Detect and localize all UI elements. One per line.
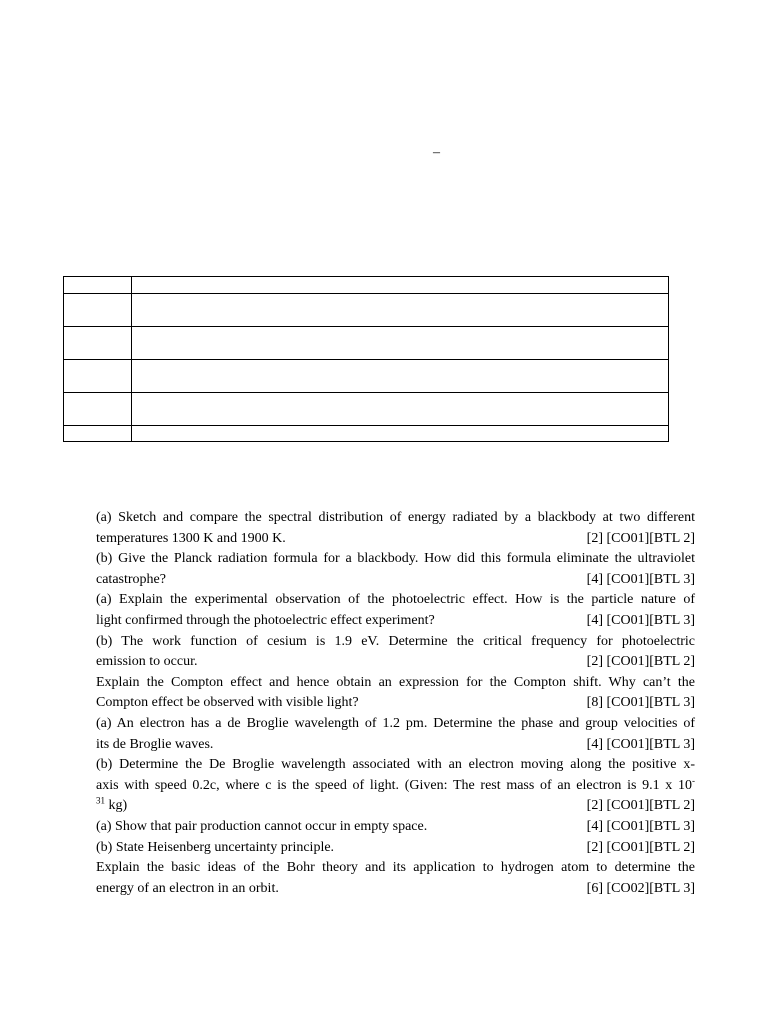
table-row: [64, 393, 669, 426]
question-3: [96, 673, 695, 714]
question-line: [96, 817, 695, 838]
table-cell: [132, 294, 669, 327]
question-line: [96, 838, 695, 859]
marks-label: [2] [CO01][BTL 2]: [586, 798, 695, 814]
question-text: Explain the basic ideas of the Bohr theory and its application to hydrogen atom to determine the: [96, 860, 695, 876]
table-cell: [64, 360, 132, 393]
question-line: [96, 879, 695, 900]
marks-label: [4] [CO01][BTL 3]: [586, 736, 695, 752]
table-cell: [132, 327, 669, 360]
superscript: -: [692, 775, 695, 786]
question-6: [96, 858, 695, 899]
question-line: [96, 529, 695, 550]
marks-label: [2] [CO01][BTL 2]: [586, 654, 695, 670]
question-text: (b) Give the Planck radiation formula for a blackbody. How did this formula eliminate the ultraviolet: [96, 551, 695, 567]
question-text: emission to occur.: [96, 654, 198, 670]
table-row: [64, 426, 669, 442]
course-outcome-table: [63, 276, 669, 442]
table-cell: [132, 360, 669, 393]
marks-label: [2] [CO01][BTL 2]: [586, 530, 695, 546]
header-dash: –: [433, 145, 440, 160]
question-text: (b) The work function of cesium is 1.9 eV. Determine the critical frequency for photoelectric: [96, 633, 695, 649]
table-cell: [132, 393, 669, 426]
question-text: (a) An electron has a de Broglie wavelength of 1.2 pm. Determine the phase and group velocities of: [96, 715, 695, 731]
question-list: [96, 508, 695, 899]
table-cell: [64, 327, 132, 360]
question-text: (a) Show that pair production cannot occur in empty space.: [96, 818, 428, 834]
table-cell: [64, 426, 132, 442]
question-line: [96, 570, 695, 591]
question-text: Compton effect be observed with visible light?: [96, 695, 359, 711]
table-cell: [64, 294, 132, 327]
question-text: temperatures 1300 K and 1900 K.: [96, 530, 286, 546]
question-text: (a) Explain the experimental observation of the photoelectric effect. How is the particle nature of: [96, 592, 695, 608]
marks-label: [6] [CO02][BTL 3]: [586, 880, 695, 896]
question-text: (b) State Heisenberg uncertainty principle.: [96, 839, 335, 855]
question-5a: [96, 817, 695, 838]
table-row: [64, 277, 669, 294]
question-line: [96, 776, 695, 797]
marks-label: [4] [CO01][BTL 3]: [586, 612, 695, 628]
question-line: [96, 796, 695, 817]
question-line: [96, 735, 695, 756]
question-text: Explain the Compton effect and hence obtain an expression for the Compton shift. Why can’t the: [96, 674, 695, 690]
question-4a: [96, 714, 695, 755]
question-text: catastrophe?: [96, 571, 166, 587]
question-5b: [96, 838, 695, 859]
marks-label: [4] [CO01][BTL 3]: [586, 818, 695, 834]
question-text: energy of an electron in an orbit.: [96, 880, 279, 896]
marks-label: [8] [CO01][BTL 3]: [586, 695, 695, 711]
question-line: [96, 693, 695, 714]
table-cell: [132, 426, 669, 442]
table-row: [64, 327, 669, 360]
question-1b: [96, 549, 695, 590]
question-line: [96, 652, 695, 673]
table-cell: [64, 277, 132, 294]
question-2a: [96, 590, 695, 631]
question-text: its de Broglie waves.: [96, 736, 214, 752]
question-text: [96, 796, 127, 817]
marks-label: [2] [CO01][BTL 2]: [586, 839, 695, 855]
question-text: light confirmed through the photoelectric effect experiment?: [96, 612, 435, 628]
question-2b: [96, 632, 695, 673]
question-4b: [96, 755, 695, 817]
marks-label: [4] [CO01][BTL 3]: [586, 571, 695, 587]
question-line: [96, 611, 695, 632]
table-cell: [64, 393, 132, 426]
table-cell: [132, 277, 669, 294]
question-text: (b) Determine the De Broglie wavelength associated with an electron moving along the positive x-: [96, 757, 695, 773]
superscript: 31: [96, 795, 105, 806]
question-text: (a) Sketch and compare the spectral distribution of energy radiated by a blackbody at two different: [96, 510, 695, 525]
question-text-tail: kg): [105, 798, 128, 814]
table-row: [64, 360, 669, 393]
question-text: axis with speed 0.2c, where c is the speed of light. (Given: The rest mass of an electron is 9.1 x 10: [96, 777, 692, 793]
table-row: [64, 294, 669, 327]
question-1a: [96, 508, 695, 549]
